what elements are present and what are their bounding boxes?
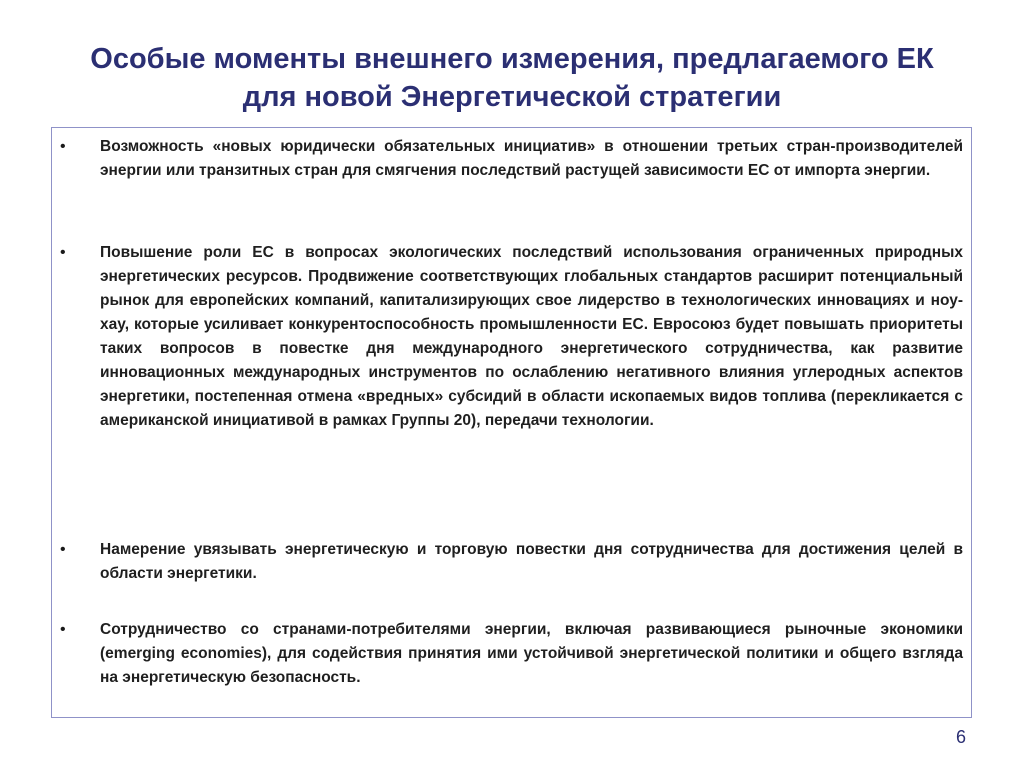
bullet-list-box — [51, 127, 972, 718]
bullet-text-1: Возможность «новых юридически обязательных инициатив» в отношении третьих стран-производителей энергии или транзитных стран для смягчения последствий растущей зависимости ЕС от импорта энергии. — [100, 138, 963, 179]
slide-title-line-2: для новой Энергетической стратегии — [242, 81, 782, 113]
bullet-text-3: Намерение увязывать энергетическую и торговую повестки дня сотрудничества для достижения целей в области энергетики. — [100, 541, 963, 582]
bullet-marker: • — [60, 138, 66, 155]
page-number: 6 — [955, 727, 966, 747]
slide-title — [0, 40, 1024, 116]
bullet-text-2: Повышение роли ЕС в вопросах экологических последствий использования ограниченных природных энергетических ресурсов. Продвижение соответствующих глобальных стандартов расширит потенциальный рынок для европейских компаний, капитализирующих свое лидерство в технологических инновациях и ноу-хау, которые усиливает конкурентоспособность промышленности ЕС. Евросоюз будет повышать приоритеты таких вопросов в повестке дня международного энергетического сотрудничества, как развитие инновационных международных инструментов по ослаблению негативного влияния углеродных аспектов энергетики, постепенная отмена «вредных» субсидий в области ископаемых видов топлива (перекликается с американской инициативой в рамках Группы 20), передачи технологии. — [100, 244, 963, 429]
bullet-marker: • — [60, 541, 66, 558]
slide-title-line-1: Особые моменты внешнего измерения, предлагаемого ЕК — [90, 43, 934, 75]
bullet-marker: • — [60, 244, 66, 261]
bullet-text-4: Сотрудничество со странами-потребителями энергии, включая развивающиеся рыночные экономики (emerging economies), для содействия принятия ими устойчивой энергетической политики и общего взгляда на энергетическую безопасность. — [100, 621, 963, 686]
bullet-marker: • — [60, 621, 66, 638]
